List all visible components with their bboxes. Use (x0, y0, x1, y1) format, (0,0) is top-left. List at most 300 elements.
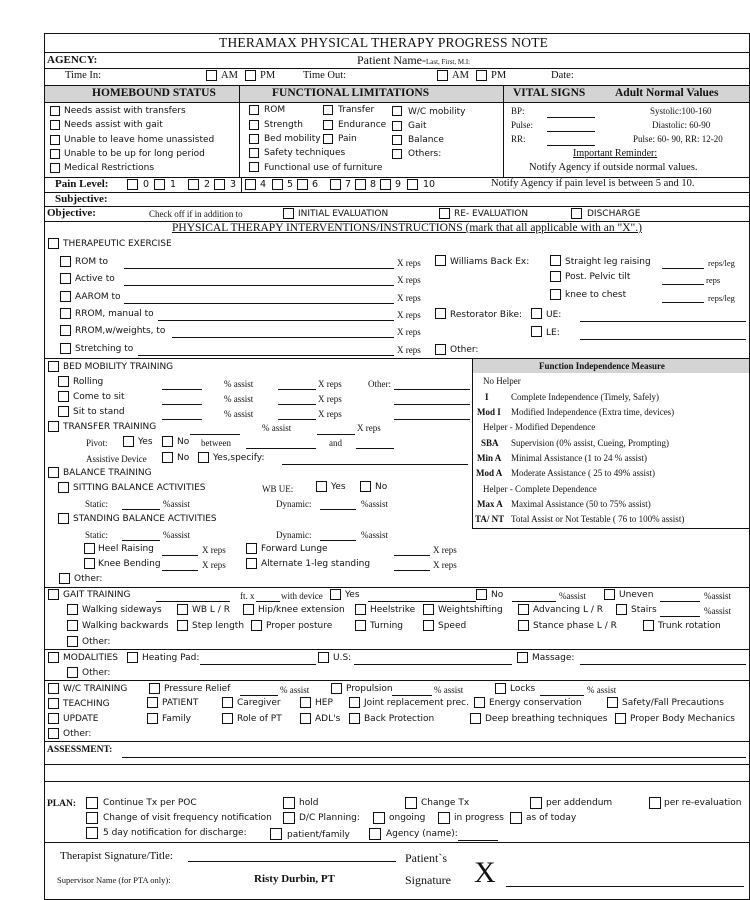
hip-knee-checkbox[interactable] (243, 604, 254, 615)
bed-row-label: Rolling (73, 377, 104, 387)
xreps-label: X reps (318, 379, 342, 389)
functional-checkbox[interactable] (323, 134, 333, 144)
pain-checkbox-3[interactable] (214, 179, 225, 190)
xreps-label: X reps (397, 258, 421, 268)
continue-tx-label: Continue Tx per POC (103, 798, 197, 808)
advancing-label: Advancing L / R (533, 605, 604, 615)
dynamic-label: Dynamic: (276, 530, 312, 540)
safety-fall-label: Safety/Fall Precautions (622, 698, 724, 708)
wb-ue-label: WB UE: (262, 484, 294, 494)
five-day-checkbox[interactable] (86, 827, 98, 839)
time-in-label: Time In: (65, 70, 102, 81)
no-label: No (491, 590, 504, 600)
hold-checkbox[interactable] (283, 797, 295, 809)
role-of-pt-checkbox[interactable] (222, 713, 233, 724)
between-label: between (201, 438, 231, 448)
diastolic-range: Diastolic: 60-90 (652, 120, 711, 130)
adls-checkbox[interactable] (300, 713, 311, 724)
pivot-no-checkbox[interactable] (162, 436, 173, 447)
stairs-label: Stairs (631, 605, 657, 615)
xreps-label: X reps (202, 545, 226, 555)
yes-label: Yes (138, 437, 153, 447)
vitals-title: VITAL SIGNS (513, 87, 586, 99)
pain-checkbox-8[interactable] (355, 179, 366, 190)
speed-checkbox[interactable] (423, 620, 434, 631)
important-reminder: Important Reminder: (573, 148, 658, 159)
in-progress-checkbox[interactable] (438, 812, 450, 824)
pain-level-number: 7 (345, 179, 352, 190)
modalities-other-checkbox[interactable] (67, 667, 78, 678)
speed-label: Speed (438, 621, 467, 631)
functional-item: Endurance (338, 120, 387, 130)
update-checkbox[interactable] (48, 713, 59, 724)
turning-checkbox[interactable] (355, 620, 366, 631)
safety-fall-checkbox[interactable] (607, 697, 618, 708)
proper-posture-checkbox[interactable] (251, 620, 262, 631)
exercise-checkbox[interactable] (60, 273, 71, 284)
exercise-label: Stretching to (75, 344, 134, 354)
re-evaluation-label: RE- EVALUATION (454, 209, 529, 219)
straight-leg-checkbox[interactable] (550, 255, 561, 266)
bp-label: BP: (511, 106, 525, 116)
functional-item: W/C mobility (408, 107, 466, 117)
us-label: U.S: (333, 653, 352, 663)
time-in-pm-checkbox[interactable] (245, 70, 256, 81)
no-label: No (177, 453, 190, 463)
alternate-leg-label: Alternate 1-leg standing (261, 559, 371, 569)
in-progress-label: in progress (454, 813, 504, 823)
pain-level-number: 2 (204, 179, 211, 190)
balance-training-checkbox[interactable] (48, 467, 59, 478)
forward-lunge-checkbox[interactable] (246, 543, 257, 554)
pain-checkbox-0[interactable] (127, 179, 138, 190)
forward-lunge-label: Forward Lunge (261, 544, 328, 554)
standing-balance-checkbox[interactable] (58, 513, 69, 524)
update-other-label: Other: (63, 729, 92, 739)
ue-checkbox[interactable] (531, 308, 542, 319)
device-no-checkbox[interactable] (476, 589, 487, 600)
functional-checkbox[interactable] (392, 149, 402, 159)
uneven-checkbox[interactable] (604, 589, 615, 600)
wb-checkbox[interactable] (177, 604, 188, 615)
restorator-bike-checkbox[interactable] (435, 308, 446, 319)
knee-chest-label: knee to chest (565, 290, 627, 300)
pain-checkbox-7[interactable] (330, 179, 341, 190)
continue-tx-checkbox[interactable] (86, 797, 98, 809)
turning-label: Turning (370, 621, 403, 631)
patient-name-label: Patient Name-Last, First, M.I: (357, 53, 471, 67)
assessment-label: ASSESSMENT: (47, 745, 113, 755)
with-device-label: with device (281, 591, 323, 601)
standing-balance-label: STANDING BALANCE ACTIVITIES (73, 514, 217, 524)
device-no-checkbox[interactable] (162, 452, 173, 463)
pct-assist-label: %assist (163, 530, 190, 540)
functional-item: Pain (338, 134, 357, 144)
stance-phase-checkbox[interactable] (518, 620, 529, 631)
trunk-rotation-checkbox[interactable] (643, 620, 654, 631)
homebound-item: Needs assist with gait (64, 120, 163, 130)
per-reeval-checkbox[interactable] (649, 797, 661, 809)
bed-sit-stand-checkbox[interactable] (58, 406, 69, 417)
pain-level-number: 3 (230, 179, 237, 190)
yes-label: Yes (331, 482, 346, 492)
reps-leg-label: reps/leg (708, 258, 735, 268)
change-tx-checkbox[interactable] (405, 797, 417, 809)
ongoing-checkbox[interactable] (373, 812, 385, 824)
wc-training-title: W/C TRAINING (63, 684, 128, 694)
modalities-title: MODALITIES (63, 653, 118, 663)
per-addendum-label: per addendum (546, 798, 613, 808)
heating-pad-checkbox[interactable] (127, 652, 138, 663)
ongoing-label: ongoing (389, 813, 426, 823)
massage-checkbox[interactable] (517, 652, 528, 663)
transfer-training-title: TRANSFER TRAINING (63, 422, 157, 432)
locks-checkbox[interactable] (495, 683, 506, 694)
post-pelvic-checkbox[interactable] (550, 271, 561, 282)
hep-checkbox[interactable] (300, 697, 311, 708)
pain-checkbox-2[interactable] (188, 179, 199, 190)
modalities-checkbox[interactable] (48, 652, 59, 663)
assist-label: % assist (224, 409, 254, 419)
exercise-other-checkbox[interactable] (435, 344, 446, 355)
transfer-training-checkbox[interactable] (48, 421, 59, 432)
fim-row: Supervision (0% assist, Cueing, Prompting) (511, 438, 669, 448)
functional-checkbox[interactable] (249, 162, 259, 172)
static-label: Static: (85, 530, 108, 540)
exercise-checkbox[interactable] (60, 256, 71, 267)
pulse-label: Pulse: (511, 120, 534, 130)
fim-row: Helper - Modified Dependence (483, 422, 596, 432)
ft-label: ft. x (240, 591, 255, 601)
pain-checkbox-4[interactable] (245, 179, 256, 190)
wc-training-checkbox[interactable] (48, 683, 59, 694)
homebound-checkbox[interactable] (50, 135, 60, 145)
fim-code: Mod I (477, 407, 501, 417)
assist-label: %assist (559, 591, 586, 601)
straight-leg-label: Straight leg raising (565, 257, 651, 267)
heelstrike-checkbox[interactable] (355, 604, 366, 615)
energy-conservation-label: Energy conservation (489, 698, 582, 708)
therapeutic-exercise-checkbox[interactable] (48, 238, 59, 249)
am-label: AM (452, 70, 469, 81)
per-addendum-checkbox[interactable] (530, 797, 542, 809)
alternate-leg-checkbox[interactable] (246, 558, 257, 569)
xreps-label: X reps (433, 560, 457, 570)
stance-phase-label: Stance phase L / R (533, 621, 617, 631)
time-out-label: Time Out: (303, 70, 347, 81)
reps-label: reps (706, 275, 721, 285)
functional-checkbox[interactable] (249, 105, 259, 115)
re-evaluation-checkbox[interactable] (439, 208, 450, 219)
hep-label: HEP (315, 698, 333, 708)
functional-checkbox[interactable] (249, 148, 259, 158)
signature-x-mark: X (474, 856, 496, 889)
stairs-checkbox[interactable] (616, 604, 627, 615)
knee-chest-checkbox[interactable] (550, 289, 561, 300)
walking-backwards-checkbox[interactable] (67, 620, 78, 631)
family-checkbox[interactable] (147, 713, 158, 724)
form-title: THERAMAX PHYSICAL THERAPY PROGRESS NOTE (219, 35, 549, 50)
static-label: Static: (85, 499, 108, 509)
back-protection-checkbox[interactable] (349, 713, 360, 724)
no-label: No (375, 482, 388, 492)
post-pelvic-label: Post. Pelvic tilt (565, 272, 631, 282)
homebound-checkbox[interactable] (50, 163, 60, 173)
advancing-checkbox[interactable] (518, 604, 529, 615)
as-of-today-checkbox[interactable] (510, 812, 522, 824)
xreps-label: X reps (397, 327, 421, 337)
update-other-checkbox[interactable] (48, 728, 59, 739)
energy-conservation-checkbox[interactable] (474, 697, 485, 708)
exercise-label: RROM,w/weights, to (75, 326, 166, 336)
systolic-range: Systolic:100-160 (650, 106, 712, 116)
walking-backwards-label: Walking backwards (82, 621, 169, 631)
fim-code: Min A (477, 453, 502, 463)
am-label: AM (221, 70, 238, 81)
deep-breathing-checkbox[interactable] (470, 713, 481, 724)
exercise-checkbox[interactable] (60, 291, 71, 302)
assist-label: % assist (262, 423, 292, 433)
exercise-checkbox[interactable] (60, 343, 71, 354)
functional-checkbox[interactable] (323, 105, 333, 115)
functional-title: FUNCTIONAL LIMITATIONS (272, 87, 430, 99)
homebound-checkbox[interactable] (50, 149, 60, 159)
discharge-checkbox[interactable] (571, 208, 582, 219)
role-of-pt-label: Role of PT (237, 714, 282, 724)
change-visit-checkbox[interactable] (86, 812, 98, 824)
pressure-relief-label: Pressure Relief (164, 684, 231, 694)
locks-label: Locks (510, 684, 536, 694)
exercise-other-label: Other: (450, 345, 479, 355)
xreps-label: X reps (433, 545, 457, 555)
wb-ue-no-checkbox[interactable] (360, 481, 371, 492)
dc-planning-label: D/C Planning: (299, 813, 360, 823)
homebound-checkbox[interactable] (50, 106, 60, 116)
patient-family-checkbox[interactable] (270, 828, 282, 840)
assistive-device-label: Assistive Device (86, 454, 147, 464)
wb-label: WB L / R (192, 605, 230, 615)
supervisor-label: Supervisor Name (for PTA only): (57, 875, 171, 885)
pain-level-number: 1 (170, 179, 177, 190)
fim-code: Max A (477, 499, 503, 509)
exercise-label: Active to (75, 274, 115, 284)
pain-level-number: 9 (395, 179, 402, 190)
pain-checkbox-6[interactable] (297, 179, 308, 190)
knee-bending-checkbox[interactable] (84, 558, 95, 569)
yes-specify-label: Yes,specify: (213, 453, 265, 463)
fim-row: Modified Independence (Extra time, devices) (511, 407, 675, 417)
therapeutic-exercise-title: THERAPEUTIC EXERCISE (63, 239, 172, 249)
pct-assist-label: %assist (361, 499, 388, 509)
agency-label: AGENCY: (47, 54, 98, 66)
functional-item: Functional use of furniture (264, 163, 383, 173)
pivot-label: Pivot: (86, 438, 108, 448)
balance-other-checkbox[interactable] (59, 573, 70, 584)
initial-evaluation-checkbox[interactable] (283, 208, 294, 219)
functional-item: Others: (408, 149, 442, 159)
pain-level-number: 10 (423, 179, 436, 190)
us-checkbox[interactable] (318, 652, 329, 663)
trunk-rotation-label: Trunk rotation (658, 621, 721, 631)
pct-assist-label: %assist (163, 499, 190, 509)
heel-raising-checkbox[interactable] (84, 543, 95, 554)
time-out-pm-checkbox[interactable] (476, 70, 487, 81)
heel-raising-label: Heel Raising (98, 544, 154, 554)
time-in-am-checkbox[interactable] (206, 70, 217, 81)
dc-planning-checkbox[interactable] (283, 812, 295, 824)
williams-back-checkbox[interactable] (435, 255, 446, 266)
patient-checkbox[interactable] (147, 697, 158, 708)
teaching-checkbox[interactable] (48, 698, 59, 709)
pain-checkbox-9[interactable] (380, 179, 391, 190)
patient-family-label: patient/family (287, 830, 350, 840)
le-checkbox[interactable] (531, 326, 542, 337)
fim-code: Mod A (476, 468, 503, 478)
pressure-relief-checkbox[interactable] (149, 683, 160, 694)
functional-item: Transfer (338, 105, 375, 115)
exercise-label: RROM, manual to (75, 309, 154, 319)
functional-checkbox[interactable] (249, 120, 259, 130)
propulsion-checkbox[interactable] (331, 683, 342, 694)
xreps-label: X reps (397, 345, 421, 355)
gait-training-checkbox[interactable] (48, 589, 59, 600)
fim-row: Moderate Assistance ( 25 to 49% assist) (511, 468, 655, 478)
gait-training-title: GAIT TRAINING (63, 590, 131, 600)
teaching-title: TEACHING (63, 699, 110, 709)
bed-rolling-checkbox[interactable] (58, 376, 69, 387)
pivot-yes-checkbox[interactable] (123, 436, 134, 447)
agency-name-checkbox[interactable] (369, 828, 381, 840)
fim-row: Maximal Assistance (50 to 75% assist) (511, 499, 651, 509)
functional-checkbox[interactable] (392, 121, 402, 131)
device-yes-checkbox[interactable] (198, 452, 209, 463)
change-visit-label: Change of visit frequency notification (103, 813, 272, 823)
gait-other-checkbox[interactable] (67, 636, 78, 647)
assist-label: %assist (704, 591, 731, 601)
functional-item: ROM (264, 105, 286, 115)
plan-label: PLAN: (47, 799, 77, 809)
balance-other-label: Other: (74, 574, 103, 584)
pct-assist-label: %assist (361, 530, 388, 540)
proper-posture-label: Proper posture (266, 621, 333, 631)
xreps-label: X reps (318, 409, 342, 419)
bed-come-sit-checkbox[interactable] (58, 391, 69, 402)
sitting-balance-checkbox[interactable] (58, 482, 69, 493)
walking-sideways-checkbox[interactable] (67, 604, 78, 615)
fim-code: SBA (481, 438, 499, 448)
wb-ue-yes-checkbox[interactable] (316, 481, 327, 492)
walking-sideways-label: Walking sideways (82, 605, 162, 615)
assist-label: % assist (224, 379, 254, 389)
xreps-label: X reps (397, 310, 421, 320)
fim-row: Helper - Complete Dependence (483, 484, 597, 494)
adult-normal-title: Adult Normal Values (615, 87, 719, 99)
weightshifting-checkbox[interactable] (423, 604, 434, 615)
therapist-signature-label: Therapist Signature/Title: (60, 850, 173, 862)
functional-checkbox[interactable] (249, 134, 259, 144)
bed-other-label: Other: (368, 379, 391, 389)
fim-row: Complete Independence (Timely, Safely) (511, 392, 660, 402)
functional-checkbox[interactable] (392, 135, 402, 145)
xreps-label: X reps (357, 423, 381, 433)
exercise-label: AAROM to (75, 292, 121, 302)
patient-label: PATIENT (162, 698, 199, 708)
caregiver-checkbox[interactable] (222, 697, 233, 708)
as-of-today-label: as of today (526, 813, 577, 823)
exercise-checkbox[interactable] (60, 308, 71, 319)
pain-level-number: 6 (312, 179, 319, 190)
fim-code: I (485, 392, 489, 402)
exercise-checkbox[interactable] (60, 325, 71, 336)
pain-checkbox-1[interactable] (154, 179, 165, 190)
rr-label: RR: (511, 134, 526, 144)
massage-label: Massage: (532, 653, 575, 663)
joint-replacement-checkbox[interactable] (349, 697, 360, 708)
homebound-item: Unable to be up for long period (64, 149, 205, 159)
propulsion-label: Propulsion (346, 684, 393, 694)
assist-label: % assist (434, 685, 464, 695)
step-length-checkbox[interactable] (177, 620, 188, 631)
uneven-label: Uneven (619, 590, 654, 600)
bed-row-label: Come to sit (73, 392, 125, 402)
no-label: No (177, 437, 190, 447)
assist-label: % assist (587, 685, 617, 695)
ue-label: UE: (546, 310, 562, 320)
body-mechanics-checkbox[interactable] (615, 713, 626, 724)
functional-checkbox[interactable] (323, 120, 333, 130)
initial-evaluation-label: INITIAL EVALUATION (298, 209, 389, 219)
bed-row-label: Sit to stand (73, 407, 125, 417)
balance-training-title: BALANCE TRAINING (63, 468, 152, 478)
pain-checkbox-10[interactable] (407, 179, 418, 190)
fim-code: TA/ NT (475, 514, 505, 524)
caregiver-label: Caregiver (237, 698, 281, 708)
time-out-am-checkbox[interactable] (437, 70, 448, 81)
device-yes-checkbox[interactable] (330, 589, 341, 600)
interventions-title: PHYSICAL THERAPY INTERVENTIONS/INSTRUCTIONS (mark that all applicable with an "X".) (172, 222, 642, 234)
exercise-label: ROM to (75, 257, 108, 267)
williams-back-label: Williams Back Ex: (450, 257, 530, 267)
subjective-label: Subjective: (55, 193, 108, 205)
knee-bending-label: Knee Bending (98, 559, 161, 569)
functional-item: Gait (408, 121, 427, 131)
functional-checkbox[interactable] (392, 106, 402, 116)
fim-row: Minimal Assistance (1 to 24 % assist) (511, 453, 647, 463)
xreps-label: X reps (397, 275, 421, 285)
date-label: Date: (551, 70, 574, 81)
vitals-notify: Notify Agency if outside normal values. (529, 162, 698, 173)
functional-item: Strength (264, 120, 303, 130)
heelstrike-label: Heelstrike (370, 605, 416, 615)
pain-level-number: 4 (260, 179, 267, 190)
xreps-label: X reps (318, 394, 342, 404)
pulse-rr-range: Pulse: 60- 90, RR: 12-20 (633, 134, 723, 144)
le-label: LE: (546, 328, 560, 338)
bed-mobility-title: BED MOBILITY TRAINING (63, 362, 174, 372)
patient-signature-label: Patient`s Signature (405, 851, 451, 887)
sitting-balance-label: SITTING BALANCE ACTIVITIES (73, 483, 206, 493)
dynamic-label: Dynamic: (276, 499, 312, 509)
heating-pad-label: Heating Pad: (142, 653, 200, 663)
modalities-other-label: Other: (82, 668, 111, 678)
functional-item: Safety techniques (264, 148, 346, 158)
pm-label: PM (260, 70, 276, 81)
agency-name-label: Agency (name): (386, 829, 458, 839)
per-reeval-label: per re-evaluation (664, 798, 742, 808)
bed-mobility-checkbox[interactable] (48, 361, 59, 372)
homebound-checkbox[interactable] (50, 120, 60, 130)
pain-checkbox-5[interactable] (272, 179, 283, 190)
